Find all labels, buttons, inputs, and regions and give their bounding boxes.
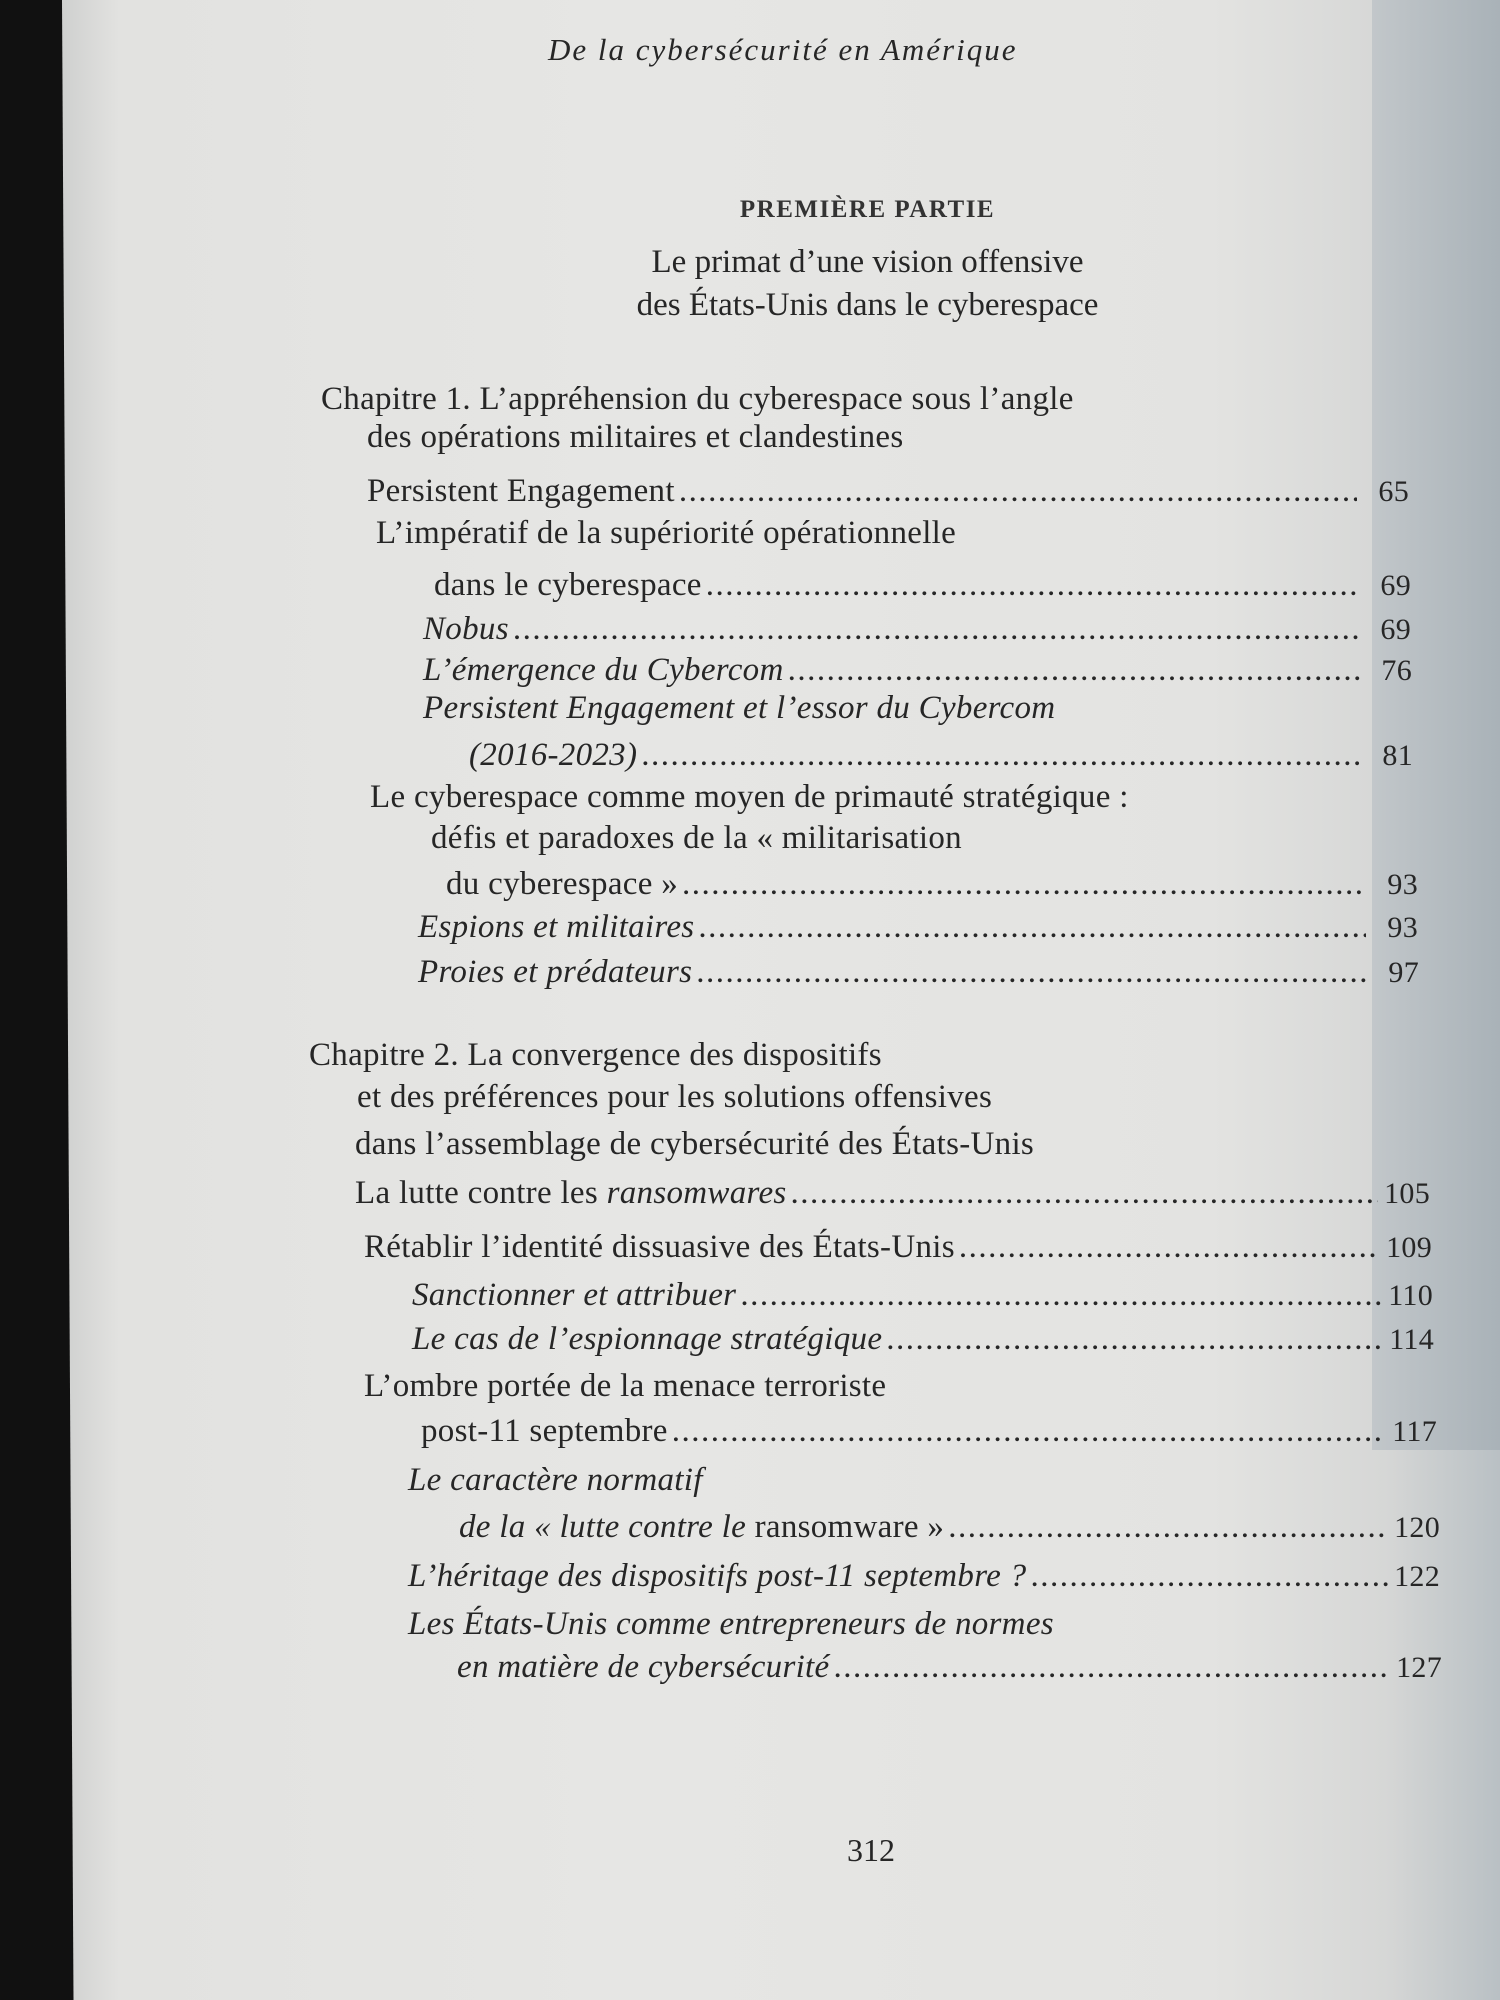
toc-entry: en matière de cybersécurité ..... 127 [457,1647,1442,1688]
toc-entry: L’héritage des dispositifs post-11 septembre ? ..... 122 [408,1556,1440,1597]
toc-entry: Proies et prédateurs ..... 97 [418,952,1419,993]
toc-entry: La lutte contre les ransomwares ..... 105 [355,1173,1430,1214]
toc-entry: Espions et militaires ..... 93 [418,907,1418,948]
toc-entry: Sanctionner et attribuer ..... 110 [412,1275,1433,1316]
page-number: 312 [847,1832,895,1868]
toc-entry: Persistent Engagement et l’essor du Cybercom [423,690,1056,726]
toc-entry: L’émergence du Cybercom ..... 76 [423,650,1412,691]
chapter2-title-line3: dans l’assemblage de cybersécurité des États-Unis [355,1126,1035,1162]
toc-entry: Les États-Unis comme entrepreneurs de normes [408,1606,1054,1642]
toc-entry: dans le cyberespace ..... 69 [434,565,1411,606]
toc-entry: Le cyberespace comme moyen de primauté stratégique : [370,779,1129,815]
part-label: PREMIÈRE PARTIE [739,196,996,223]
toc-entry: L’ombre portée de la menace terroriste [364,1368,887,1404]
chapter1-title-line2: des opérations militaires et clandestines [367,419,904,455]
toc-entry: Le cas de l’espionnage stratégique ..... 114 [412,1319,1434,1360]
toc-entry: post-11 septembre ..... 117 [421,1411,1437,1452]
toc-entry: (2016-2023) ..... 81 [469,735,1413,776]
toc-entry: du cyberespace » ..... 93 [446,864,1418,905]
chapter2-title-line1: Chapitre 2. La convergence des dispositifs [309,1037,882,1073]
part-title-line2: des États-Unis dans le cyberespace [636,287,1099,323]
toc-entry: Le caractère normatif [408,1462,703,1498]
toc-entry: L’impératif de la supériorité opérationnelle [376,515,957,551]
running-header: De la cybersécurité en Amérique [548,32,1018,67]
toc-entry: Nobus ..... 69 [423,609,1411,650]
toc-entry: de la « lutte contre le ransomware » ..... 120 [459,1507,1440,1548]
toc-entry: Rétablir l’identité dissuasive des États-Unis ..... 109 [364,1227,1432,1268]
part-title-line1: Le primat d’une vision offensive [651,244,1084,280]
chapter1-title-line1: Chapitre 1. L’appréhension du cyberespace sous l’angle [321,381,1074,417]
chapter2-title-line2: et des préférences pour les solutions offensives [357,1079,993,1115]
toc-entry: défis et paradoxes de la « militarisation [431,820,962,856]
toc-entry: Persistent Engagement ..... 65 [367,471,1409,512]
